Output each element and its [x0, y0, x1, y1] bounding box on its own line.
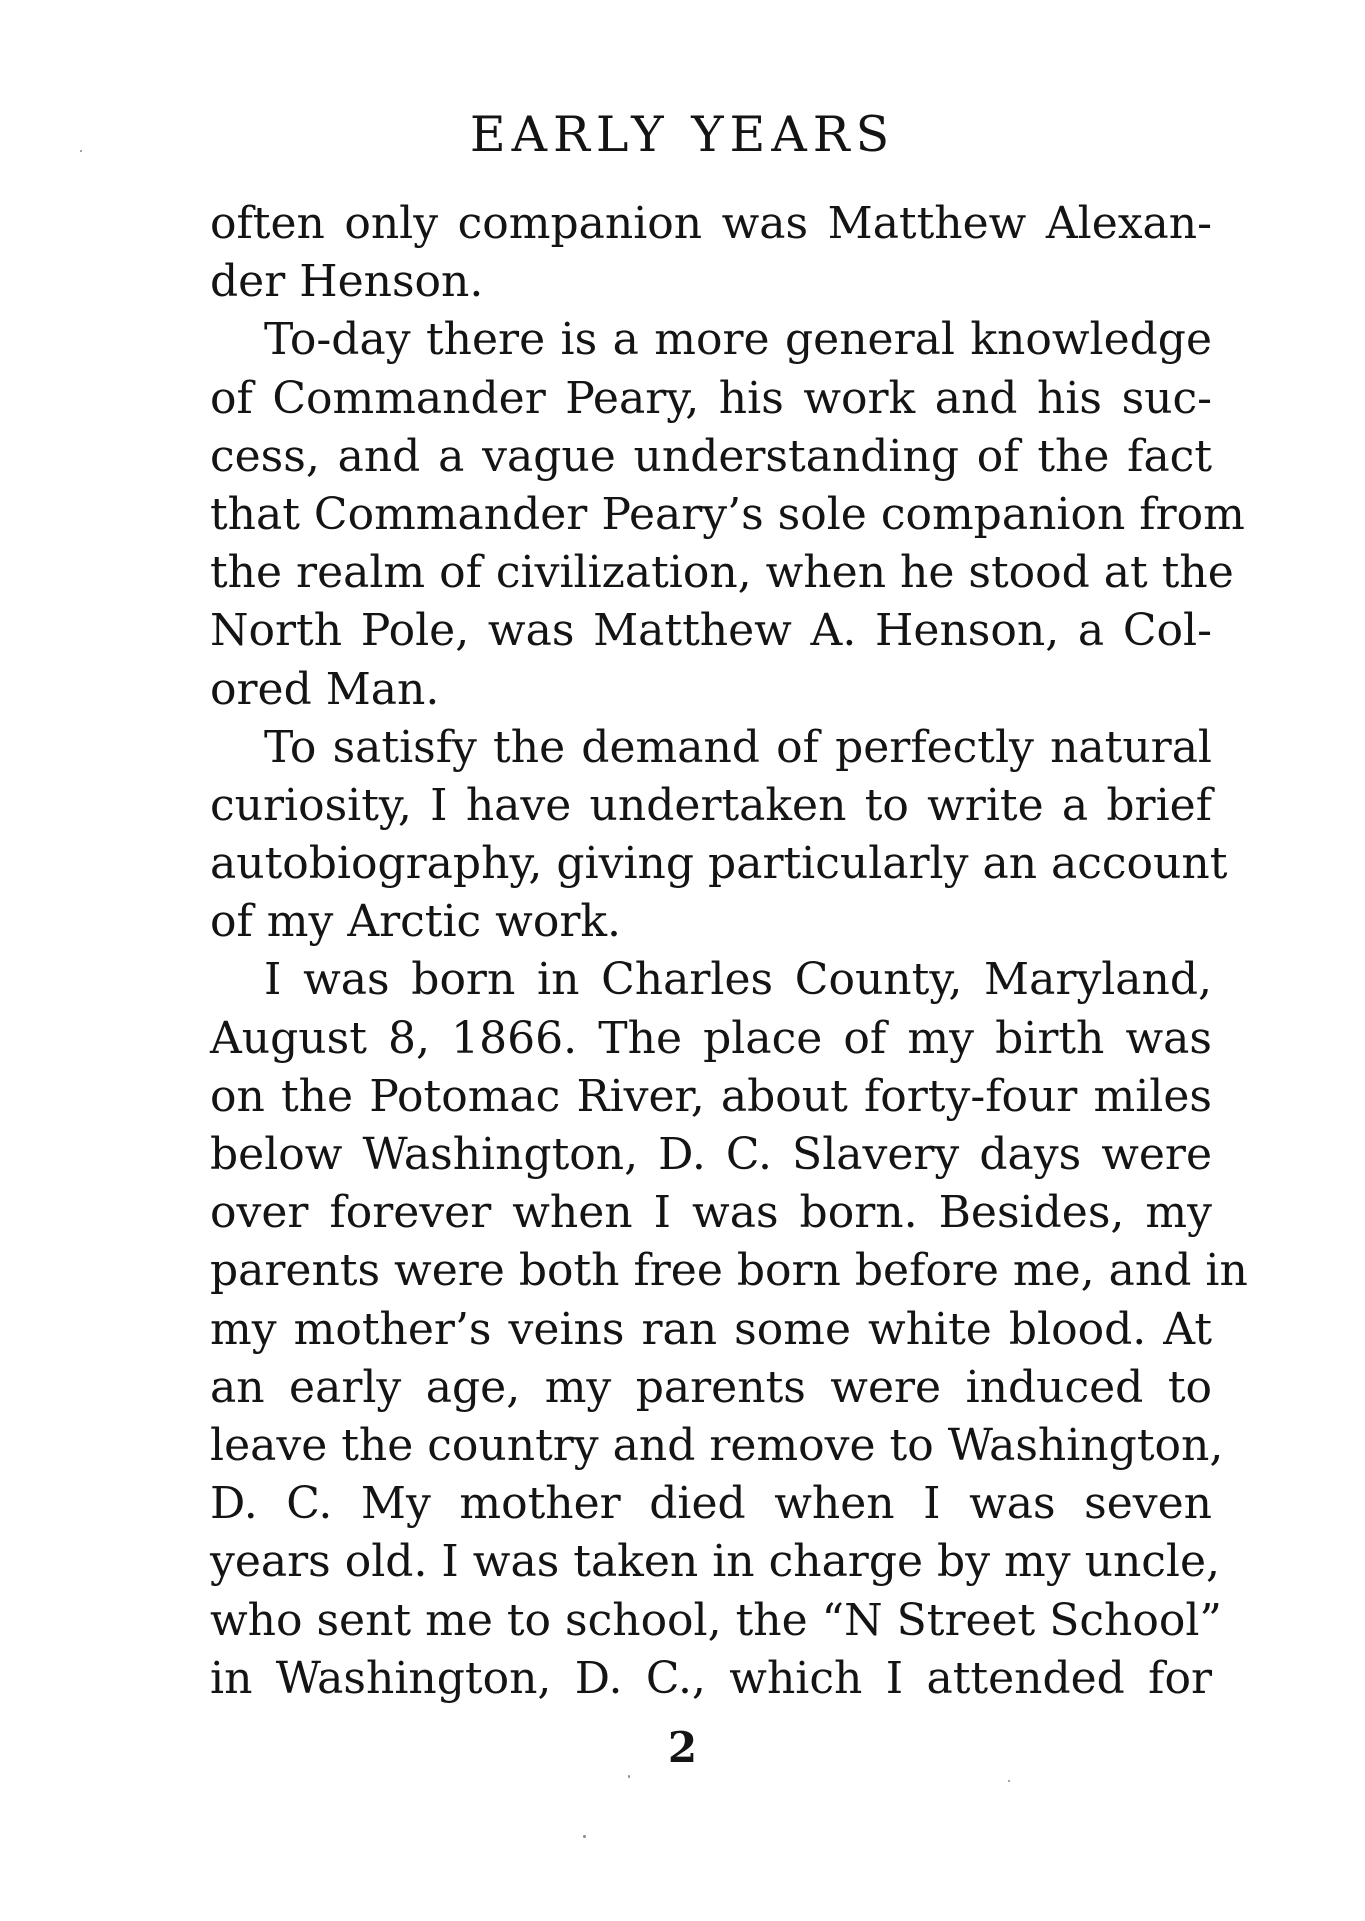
text-line: der Henson. [210, 256, 484, 308]
scan-speck [628, 1775, 630, 1778]
text-line: To-day there is a more general knowledge [264, 314, 1212, 366]
paragraph [210, 951, 1248, 1707]
text-line: that Commander Peary’s sole companion from [210, 488, 1245, 540]
text-line: parents were both free born before me, and in [210, 1245, 1248, 1297]
text-line: my mother’s veins ran some white blood. At [210, 1303, 1212, 1355]
text-line: in Washington, D. C., which I attended for [210, 1652, 1212, 1704]
text-line: August 8, 1866. The place of my birth was [210, 1012, 1212, 1064]
running-head: EARLY YEARS [469, 106, 896, 163]
scan-speck [583, 1835, 586, 1838]
text-line: curiosity, I have undertaken to write a brief [210, 779, 1212, 831]
text-line: of Commander Peary, his work and his suc- [210, 372, 1212, 424]
paragraph [210, 311, 1245, 718]
body-text [210, 195, 1248, 1708]
text-line: who sent me to school, the “N Street School” [210, 1594, 1222, 1646]
paragraph [210, 195, 1212, 311]
text-line: To satisfy the demand of perfectly natural [264, 721, 1212, 773]
page-number: 2 [667, 1723, 698, 1772]
text-line: D. C. My mother died when I was seven [210, 1478, 1212, 1530]
text-line: I was born in Charles County, Maryland, [264, 954, 1212, 1006]
text-line: below Washington, D. C. Slavery days were [210, 1129, 1212, 1180]
text-line: an early age, my parents were induced to [210, 1361, 1212, 1413]
scan-speck [1008, 1780, 1010, 1782]
text-line: over forever when I was born. Besides, my [210, 1187, 1212, 1239]
text-line: the realm of civilization, when he stood at the [210, 547, 1234, 599]
text-line: North Pole, was Matthew A. Henson, a Col- [210, 605, 1212, 657]
text-line: ored Man. [210, 663, 440, 715]
text-line: cess, and a vague understanding of the fact [210, 430, 1212, 482]
text-line: on the Potomac River, about forty-four miles [210, 1070, 1212, 1122]
scan-speck [80, 150, 82, 152]
text-line: autobiography, giving particularly an account [210, 838, 1228, 890]
paragraph [210, 719, 1228, 952]
text-line: years old. I was taken in charge by my uncle, [210, 1536, 1221, 1588]
text-line: leave the country and remove to Washington, [210, 1419, 1224, 1471]
text-line: often only companion was Matthew Alexan- [210, 198, 1212, 249]
text-line: of my Arctic work. [210, 896, 621, 948]
